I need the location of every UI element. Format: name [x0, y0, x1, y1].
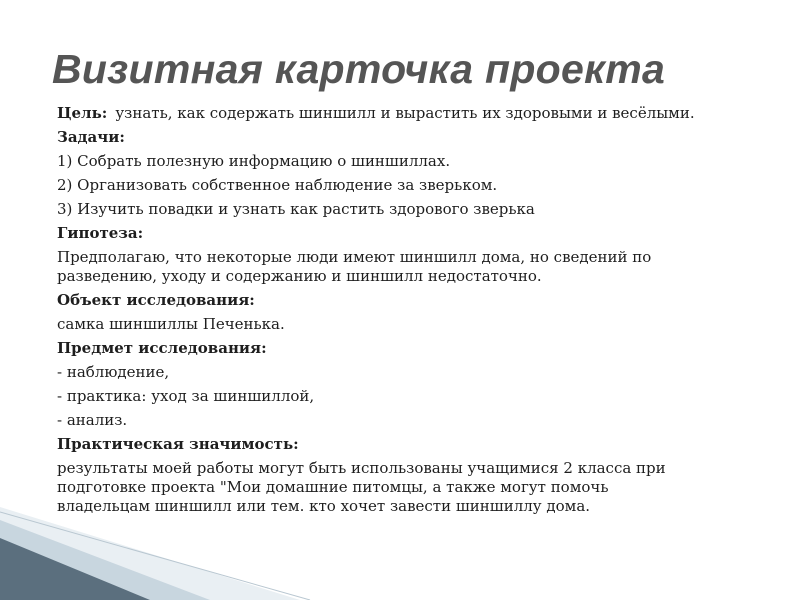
subject-item-2: - практика: уход за шиншиллой,: [57, 387, 315, 405]
task-item-3: 3) Изучить повадки и узнать как растить здорового зверька: [57, 200, 535, 218]
hypothesis-line-1: Предполагаю, что некоторые люди имеют шиншилл дома, но сведений по: [57, 248, 652, 266]
hypothesis-heading: Гипотеза:: [57, 224, 144, 242]
subject-item-1: - наблюдение,: [57, 363, 170, 381]
significance-paragraph: [57, 459, 747, 516]
slide-title: Визитная карточка проекта: [52, 46, 666, 92]
significance-heading: Практическая значимость:: [57, 435, 299, 453]
subject-heading: Предмет исследования:: [57, 339, 267, 357]
significance-line-3: владельцам шиншилл или тем. кто хочет завести шиншиллу дома.: [57, 497, 591, 515]
slide-body: [57, 104, 747, 521]
significance-line-2: подготовке проекта "Мои домашние питомцы, а также могут помочь: [57, 478, 609, 496]
object-text: самка шиншиллы Печенька.: [57, 315, 285, 333]
task-item-1: 1) Собрать полезную информацию о шиншиллах.: [57, 152, 451, 170]
goal-label: Цель:: [57, 104, 108, 122]
significance-line-1: результаты моей работы могут быть использованы учащимися 2 класса при: [57, 459, 666, 477]
goal-text: узнать, как содержать шиншилл и вырастить их здоровыми и весёлыми.: [115, 104, 695, 122]
task-item-2: 2) Организовать собственное наблюдение за зверьком.: [57, 176, 498, 194]
object-heading: Объект исследования:: [57, 291, 255, 309]
tasks-heading: Задачи:: [57, 128, 125, 146]
subject-item-3: - анализ.: [57, 411, 128, 429]
hypothesis-line-2: разведению, уходу и содержанию и шиншилл недостаточно.: [57, 267, 542, 285]
goal-paragraph: [57, 104, 747, 123]
hypothesis-paragraph: [57, 248, 747, 286]
